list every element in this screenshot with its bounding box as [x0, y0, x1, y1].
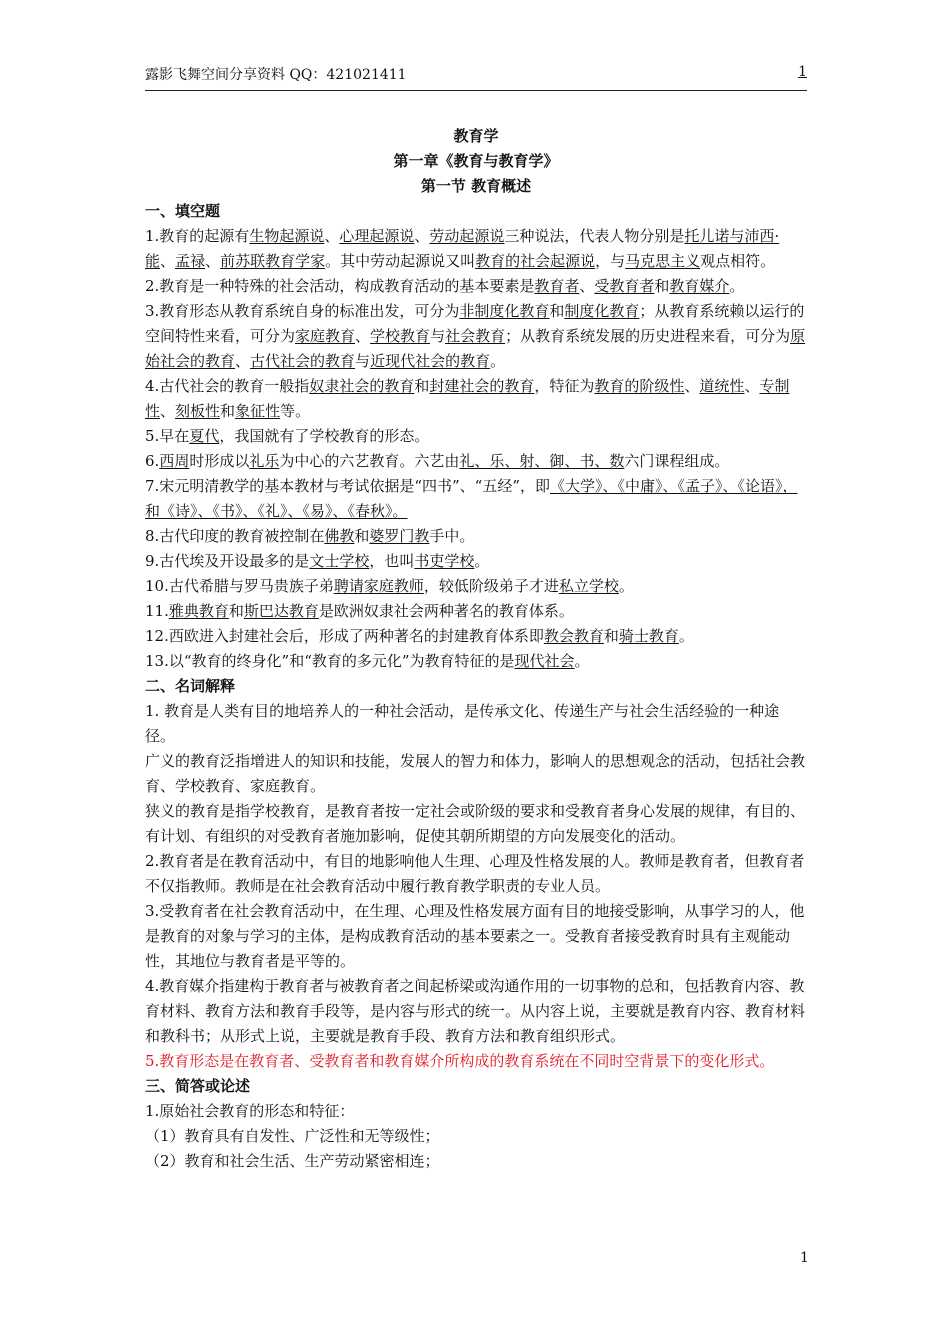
- question-text: ；从教育系统赖以运行的空间特性来看，可分为: [145, 302, 805, 345]
- question-text: 、: [205, 252, 221, 270]
- question-text: 是欧洲奴隶社会两种著名的教育体系。: [318, 602, 574, 620]
- question-text: ；从教育系统发展的历史进程来看，可分为: [505, 327, 791, 345]
- question-text: 、: [160, 252, 176, 270]
- definition-medium: 4.教育媒介指建构于教育者与被教育者之间起桥梁或沟通作用的一切事物的总和，包括教育内容、教育材料、教育方法和教育手段等，是内容与形式的统一。从内容上说，主要就是教育内容、教育材料和教科书；从形式上说，主要就是教育手段、教育方法和教育组织形式。: [145, 977, 806, 1045]
- heading-definitions: 二、名词解释: [145, 677, 236, 695]
- answer-blank: 教育的阶级性: [594, 377, 685, 395]
- answer-blank: 学校教育: [370, 327, 431, 345]
- question-text: 和: [603, 627, 619, 645]
- question-3: [145, 299, 807, 374]
- question-text: 和: [414, 377, 430, 395]
- definition-educator: 2.教育者是在教育活动中，有目的地影响他人生理、心理及性格发展的人。教师是教育者，但教育者不仅指教师。教师是在社会教育活动中履行教育教学职责的专业人员。: [145, 852, 805, 895]
- question-text: 、: [414, 227, 430, 245]
- answer-item-2: （2）教育和社会生活、生产劳动紧密相连；: [145, 1152, 440, 1170]
- answer-blank: 马克思主义: [625, 252, 701, 270]
- question-text: 、: [579, 277, 595, 295]
- footer-page-number: 1: [800, 1250, 809, 1266]
- question-11: [145, 599, 807, 624]
- answer-blank: 封建社会的教育: [429, 377, 535, 395]
- question-text: 、: [355, 327, 371, 345]
- question-text: 3.教育形态从教育系统自身的标准出发，可分为: [145, 302, 460, 320]
- question-text: 。: [729, 277, 745, 295]
- definition-education: 1. 教育是人类有目的地培养人的一种社会活动，是传承文化、传递生产与社会生活经验的一种途径。: [145, 702, 780, 745]
- question-2: [145, 274, 807, 299]
- question-text: 、: [235, 352, 251, 370]
- question-text: 。: [490, 352, 506, 370]
- question-text: 、: [684, 377, 700, 395]
- question-text: 观点相符。: [700, 252, 776, 270]
- question-text: 、: [744, 377, 760, 395]
- question-text: 7.宋元明清教学的基本教材与考试依据是“四书”、“五经”，即: [145, 477, 550, 495]
- question-text: ，我国就有了学校教育的形态。: [219, 427, 430, 445]
- question-text: 。其中劳动起源说又叫: [325, 252, 476, 270]
- question-text: ，较低阶级弟子才进: [423, 577, 559, 595]
- question-1: [145, 224, 807, 274]
- heading-short-answer: 三、简答或论述: [145, 1077, 251, 1095]
- question-text: 。: [574, 652, 590, 670]
- answer-blank: 婆罗门教: [369, 527, 430, 545]
- answer-blank: 象征性: [235, 402, 281, 420]
- answer-blank: 原始社会的教育: [145, 327, 806, 370]
- answer-blank: 书吏学校: [414, 552, 475, 570]
- question-text: 与: [355, 352, 371, 370]
- question-text: ，特征为: [534, 377, 595, 395]
- document-body: [145, 124, 807, 1174]
- answer-blank: 教育的社会起源说: [475, 252, 596, 270]
- answer-blank: 古代社会的教育: [250, 352, 356, 370]
- question-text: 12.西欧进入封建社会后，形成了两种著名的封建教育体系即: [145, 627, 544, 645]
- answer-blank: 受教育者: [594, 277, 655, 295]
- answer-blank: 教会教育: [543, 627, 604, 645]
- answer-blank: 《大学》、《中庸》、《孟子》、《论语》，和《诗》、《书》、《礼》、《易》、《春秋》。: [145, 477, 798, 520]
- definition-learner: 3.受教育者在社会教育活动中，在生理、心理及性格发展方面有目的地接受影响，从事学习的人，他是教育的对象与学习的主体，是构成教育活动的基本要素之一。受教育者接受教育时具有主观能动性，其地位与教育者是平等的。: [145, 902, 805, 970]
- question-6: [145, 449, 807, 474]
- header-page-number: 1: [798, 64, 807, 80]
- answer-blank: 夏代: [189, 427, 220, 445]
- question-text: ，与: [595, 252, 626, 270]
- question-text: 9.古代埃及开设最多的是: [145, 552, 310, 570]
- answer-blank: 心理起源说: [339, 227, 415, 245]
- question-text: 5.早在: [145, 427, 190, 445]
- question-10: [145, 574, 807, 599]
- question-4: [145, 374, 807, 424]
- definition-broad: 广义的教育泛指增进人的知识和技能，发展人的智力和体力，影响人的思想观念的活动，包括社会教育、学校教育、家庭教育。: [145, 752, 806, 795]
- answer-blank: 佛教: [324, 527, 355, 545]
- answer-blank: 教育媒介: [669, 277, 730, 295]
- answer-blank: 劳动起源说: [429, 227, 505, 245]
- question-text: 和: [654, 277, 670, 295]
- question-text: 。: [678, 627, 694, 645]
- answer-blank: 孟禄: [175, 252, 206, 270]
- section-title: 第一节 教育概述: [420, 177, 532, 195]
- answer-intro: 1.原始社会教育的形态和特征：: [145, 1102, 355, 1120]
- question-text: 11.: [145, 602, 169, 620]
- answer-blank: 非制度化教育: [459, 302, 550, 320]
- question-text: 和: [549, 302, 565, 320]
- answer-blank: 道统性: [699, 377, 745, 395]
- definition-form: 5.教育形态是在教育者、受教育者和教育媒介所构成的教育系统在不同时空背景下的变化形式。: [145, 1052, 775, 1070]
- answer-blank: 奴隶社会的教育: [309, 377, 415, 395]
- question-13: [145, 649, 807, 674]
- answer-blank: 家庭教育: [295, 327, 356, 345]
- question-text: 等。: [280, 402, 311, 420]
- page-header: [145, 64, 807, 90]
- question-9: [145, 549, 807, 574]
- question-text: 手中。: [429, 527, 475, 545]
- answer-blank: 礼乐: [249, 452, 280, 470]
- question-text: 4.古代社会的教育一般指: [145, 377, 310, 395]
- question-text: 时形成以: [189, 452, 250, 470]
- question-text: 为中心的六艺教育。六艺由: [279, 452, 460, 470]
- question-text: 。: [618, 577, 634, 595]
- question-text: 与: [430, 327, 446, 345]
- answer-blank: 现代社会: [514, 652, 575, 670]
- answer-blank: 托儿诺与沛西·能: [145, 227, 780, 270]
- question-12: [145, 624, 807, 649]
- answer-blank: 礼、乐、射、御、书、数: [459, 452, 625, 470]
- header-rule: [145, 90, 807, 91]
- question-text: 、: [324, 227, 340, 245]
- answer-blank: 前苏联教育学家: [220, 252, 326, 270]
- question-text: 10.古代希腊与罗马贵族子弟: [145, 577, 334, 595]
- answer-blank: 制度化教育: [564, 302, 640, 320]
- answer-blank: 社会教育: [445, 327, 506, 345]
- question-text: 13.以“教育的终身化”和“教育的多元化”为教育特征的是: [145, 652, 515, 670]
- answer-blank: 私立学校: [558, 577, 619, 595]
- question-text: 六门课程组成。: [624, 452, 730, 470]
- answer-blank: 雅典教育: [168, 602, 229, 620]
- question-text: 1.教育的起源有: [145, 227, 250, 245]
- question-5: [145, 424, 807, 449]
- answer-item-1: （1）教育具有自发性、广泛性和无等级性；: [145, 1127, 440, 1145]
- answer-blank: 斯巴达教育: [243, 602, 319, 620]
- doc-title: 教育学: [453, 127, 499, 145]
- chapter-title: 第一章《教育与教育学》: [393, 152, 559, 170]
- answer-blank: 生物起源说: [249, 227, 325, 245]
- question-text: 和: [228, 602, 244, 620]
- question-text: 。: [474, 552, 490, 570]
- header-source: 露影飞舞空间分享资料 QQ：421021411: [145, 67, 407, 83]
- question-8: [145, 524, 807, 549]
- question-text: 2.教育是一种特殊的社会活动，构成教育活动的基本要素是: [145, 277, 535, 295]
- question-text: ，也叫: [369, 552, 415, 570]
- question-text: 三种说法，代表人物分别是: [504, 227, 685, 245]
- answer-blank: 文士学校: [309, 552, 370, 570]
- answer-blank: 近现代社会的教育: [370, 352, 491, 370]
- definition-narrow: 狭义的教育是指学校教育，是教育者按一定社会或阶级的要求和受教育者身心发展的规律，有目的、有计划、有组织的对受教育者施加影响，促使其朝所期望的方向发展变化的活动。: [145, 802, 806, 845]
- heading-fill-blank: 一、填空题: [145, 202, 221, 220]
- question-text: 6.: [145, 452, 160, 470]
- question-text: 、: [160, 402, 176, 420]
- answer-blank: 专制性: [145, 377, 790, 420]
- answer-blank: 教育者: [534, 277, 580, 295]
- answer-blank: 刻板性: [175, 402, 221, 420]
- question-text: 和: [354, 527, 370, 545]
- question-7: [145, 474, 807, 524]
- answer-blank: 骑士教育: [618, 627, 679, 645]
- question-text: 和: [220, 402, 236, 420]
- answer-blank: 西周: [159, 452, 190, 470]
- answer-blank: 聘请家庭教师: [333, 577, 424, 595]
- question-text: 8.古代印度的教育被控制在: [145, 527, 325, 545]
